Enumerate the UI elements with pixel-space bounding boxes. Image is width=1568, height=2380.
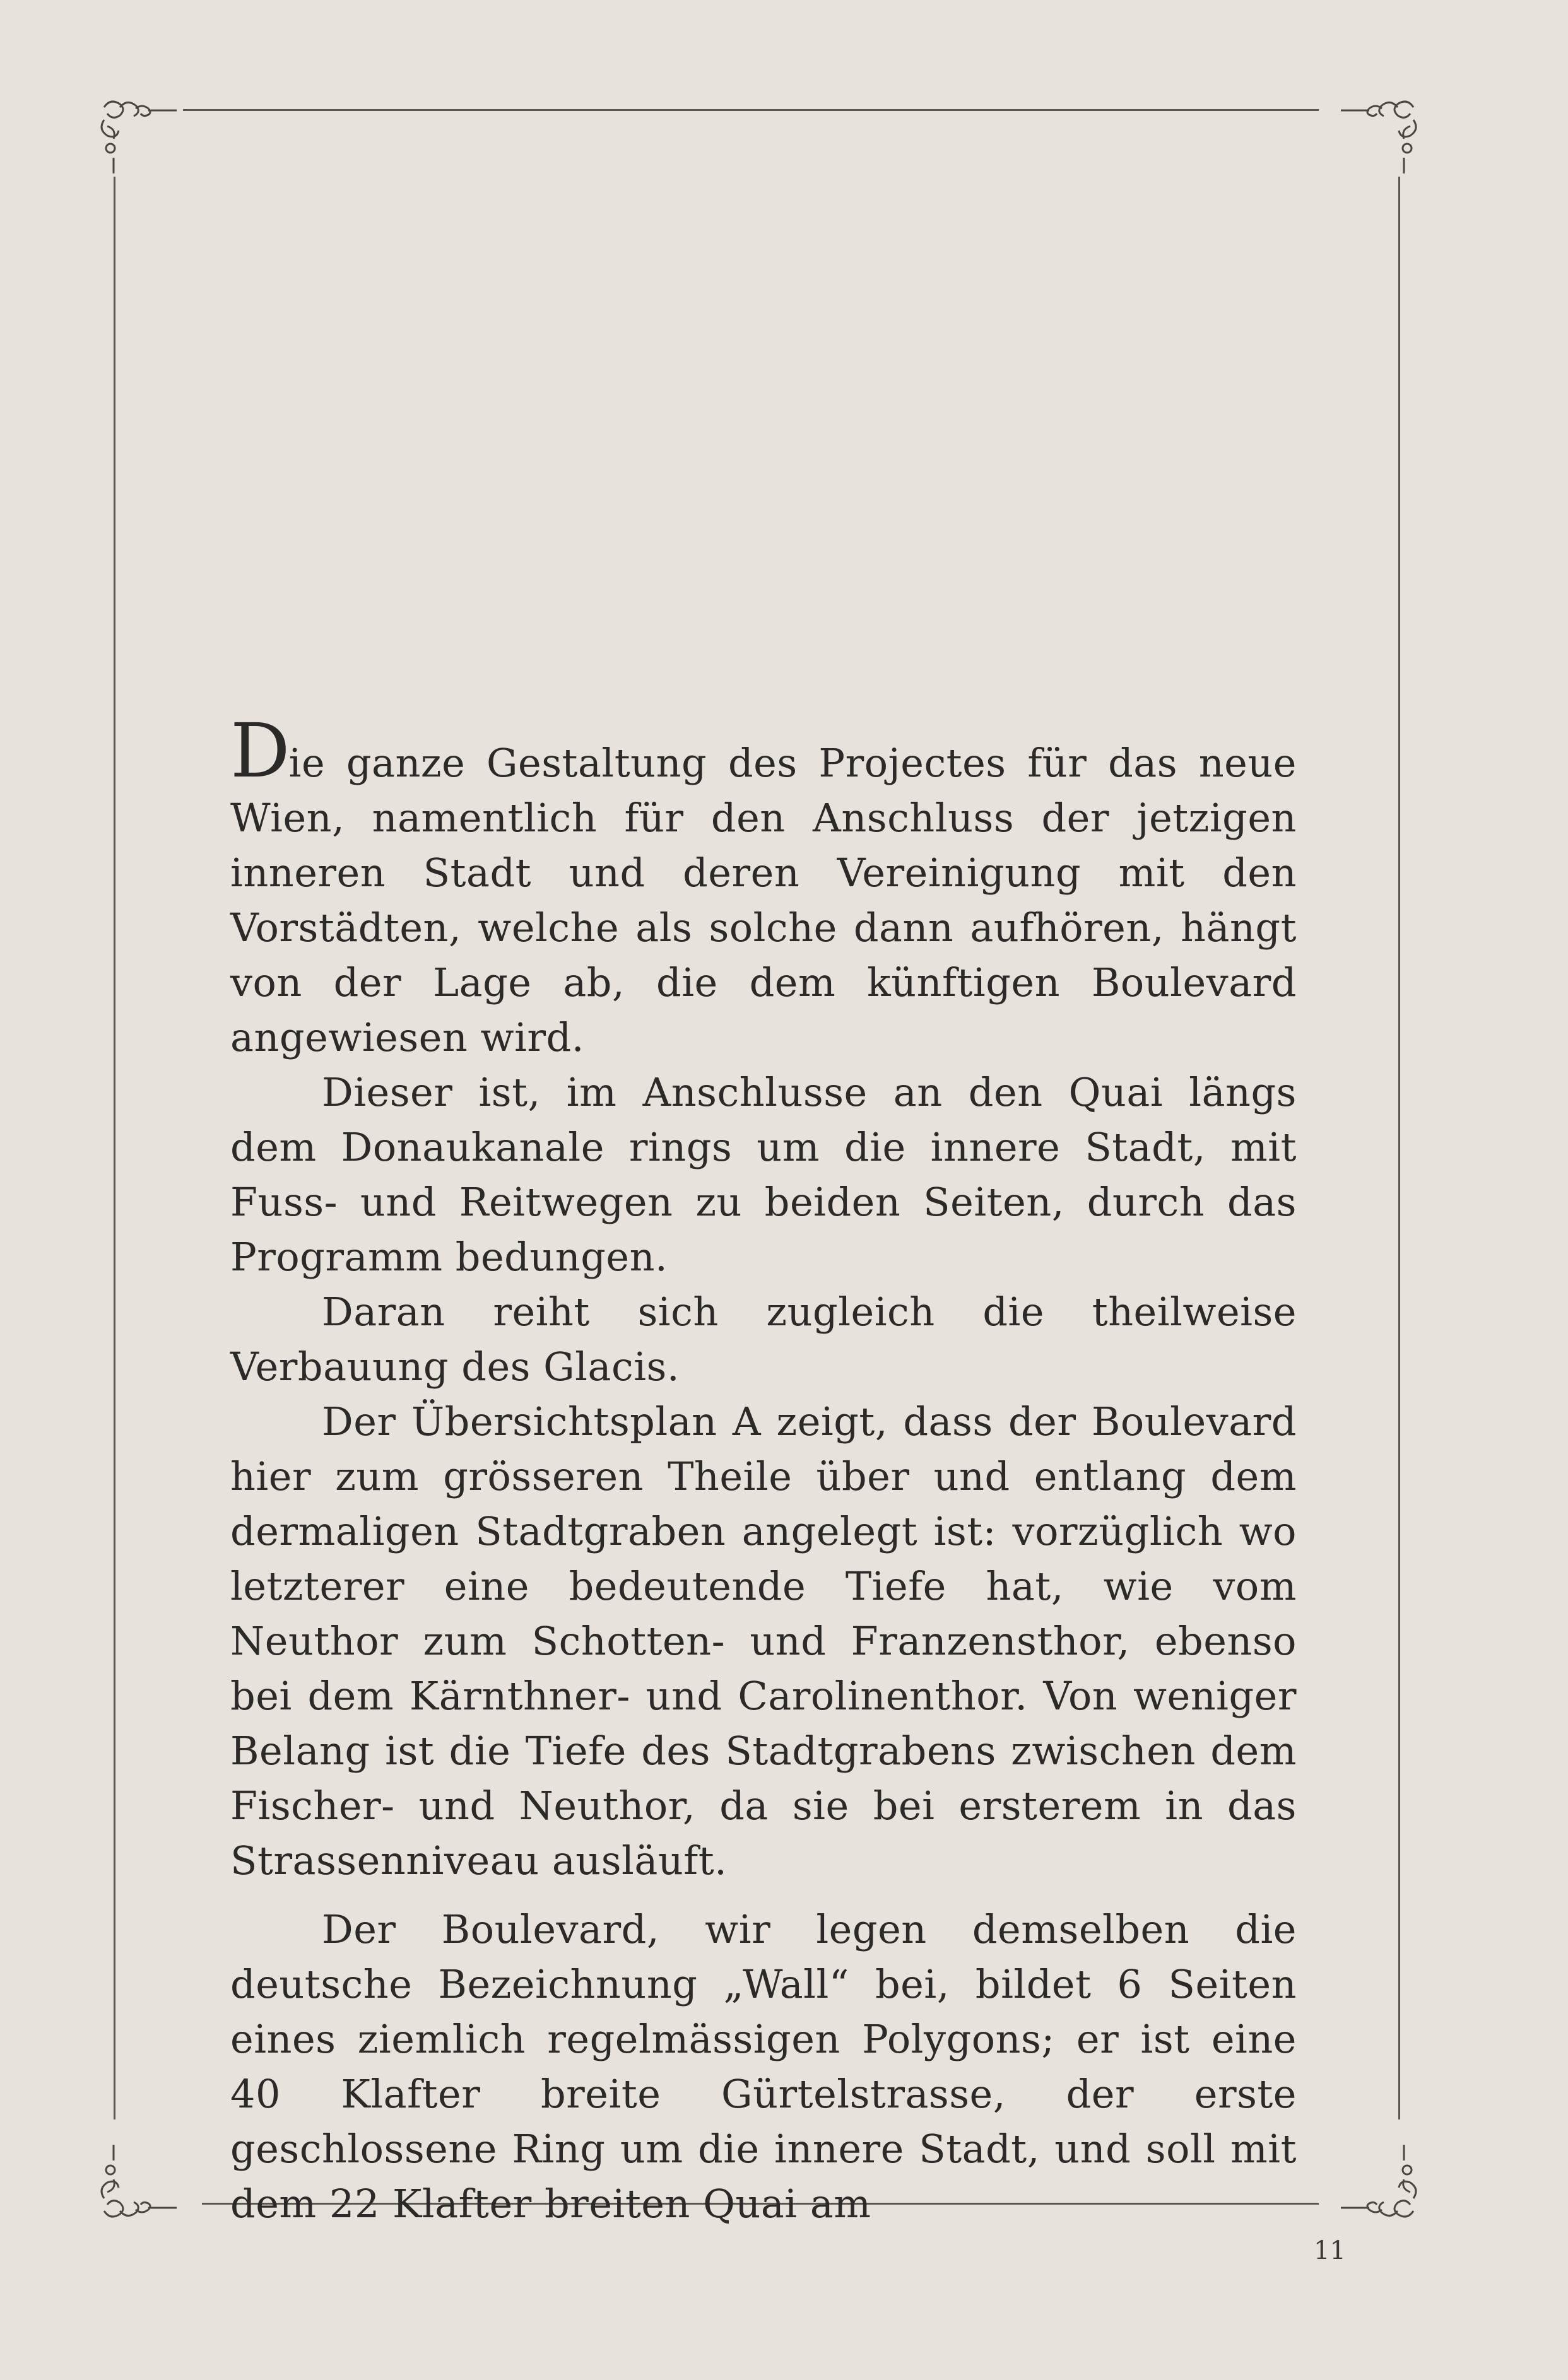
corner-ornament-bottom-left [91, 2142, 186, 2230]
paragraph-1 [230, 707, 1297, 1065]
paragraph-5: Der Boulevard, wir legen demselben die deutsche Bezeichnung „Wall“ bei, bildet 6 Seiten eines ziemlich regelmässigen Polygons; er ist eine 40 Klafter breite Gürtelstrasse, der erste geschlossene Ring um die innere Stadt, und soll mit dem 22 Klafter breiten Quai am [230, 1906, 1297, 2227]
body-text [230, 707, 1297, 2231]
paragraph-text: ie ganze Gestaltung des Projectes für das neue Wien, namentlich für den Anschluss der jetzigen inneren Stadt und deren Vereinigung mit den Vorstädten, welche als solche dann aufhören, hängt von der Lage ab, die dem künftigen Boulevard angewiesen wird. [230, 740, 1297, 1060]
page-number: 11 [1314, 2236, 1346, 2265]
ornament-icon [91, 88, 186, 177]
corner-ornament-top-left [91, 88, 186, 177]
ornament-icon [1331, 88, 1426, 177]
paragraph-4: Der Übersichtsplan A zeigt, dass der Boulevard hier zum grösseren Theile über und entlang dem dermaligen Stadtgraben angelegt ist: vorzüglich wo letzterer eine bedeutende Tiefe hat, wie vom Neuthor zum Schotten- und Franzensthor, ebenso bei dem Kärnthner- und Carolinenthor. Von weniger Belang ist die Tiefe des Stadtgrabens zwischen dem Fischer- und Neuthor, da sie bei ersterem in das Strassenniveau ausläuft. [230, 1398, 1297, 1884]
paragraph-3: Daran reiht sich zugleich die theilweise Verbauung des Glacis. [230, 1289, 1297, 1390]
ornament-icon [1331, 2142, 1426, 2230]
frame-top-rule [183, 109, 1319, 111]
paragraph-2: Dieser ist, im Anschlusse an den Quai längs dem Donaukanale rings um die innere Stadt, mit Fuss- und Reitwegen zu beiden Seiten, durch das Programm bedungen. [230, 1069, 1297, 1280]
frame-left-rule [114, 177, 115, 2119]
corner-ornament-bottom-right [1331, 2142, 1426, 2230]
drop-cap: D [230, 707, 289, 794]
ornament-icon [91, 2142, 186, 2230]
frame-right-rule [1398, 177, 1400, 2119]
corner-ornament-top-right [1331, 88, 1426, 177]
